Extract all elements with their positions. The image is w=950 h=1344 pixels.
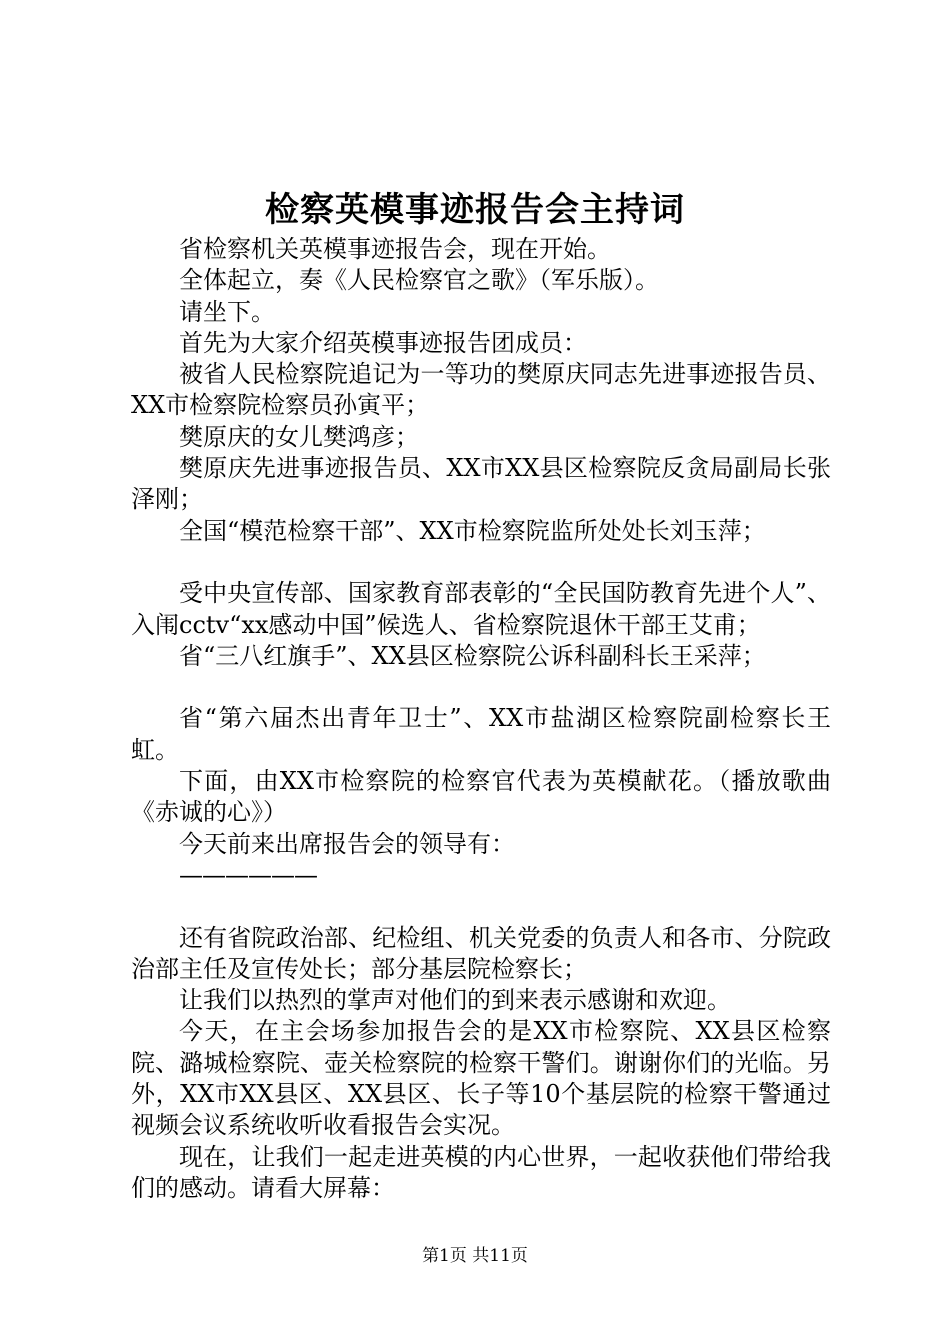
paragraph-dashes: —————— <box>179 860 317 889</box>
paragraph-opening: 省检察机关英模事迹报告会，现在开始。 <box>179 235 611 263</box>
paragraph-member-liu: 全国“模范检察干部”、XX市检察院监所处处长刘玉萍； <box>179 516 766 545</box>
paragraph-anthem: 全体起立，奏《人民检察官之歌》（军乐版）。 <box>179 266 659 295</box>
blank-line <box>131 547 831 578</box>
paragraph-member-wang-hong: 省“第六届杰出青年卫士”、XX市盐湖区检察院副检察长王虹。 <box>131 704 831 764</box>
paragraph-flowers: 下面，由XX市检察院的检察官代表为英模献花。（播放歌曲《赤诚的心》） <box>131 767 831 827</box>
paragraph-member-wang-aifu: 受中央宣传部、国家教育部表彰的“全民国防教育先进个人”、入闱cctv“xx感动中国”候选人、省检察院退休干部王艾甫； <box>131 579 831 639</box>
paragraph-other-attendees: 还有省院政治部、纪检组、机关党委的负责人和各市、分院政治部主任及宣传处长；部分基层院检察长； <box>131 923 831 983</box>
paragraph-member-wang-caiping: 省“三八红旗手”、XX县区检察院公诉科副科长王采萍； <box>179 641 766 670</box>
document-title: 检察英模事迹报告会主持词 <box>265 190 685 230</box>
paragraph-member-zhang: 樊原庆先进事迹报告员、XX市XX县区检察院反贪局副局长张泽刚； <box>131 454 831 514</box>
paragraph-leaders: 今天前来出席报告会的领导有： <box>179 829 515 858</box>
paragraph-venue: 今天，在主会场参加报告会的是XX市检察院、XX县区检察院、潞城检察院、壶关检察院的检察干警们。谢谢你们的光临。另外，XX市XX县区、XX县区、长子等10个基层院的检察干警通过视频会议系统收听收看报告会实况。 <box>131 1017 831 1140</box>
paragraph-member-sun: 被省人民检察院追记为一等功的樊原庆同志先进事迹报告员、XX市检察院检察员孙寅平； <box>131 360 831 420</box>
paragraph-closing: 现在，让我们一起走进英模的内心世界，一起收获他们带给我们的感动。请看大屏幕： <box>131 1142 831 1202</box>
paragraph-member-fan: 樊原庆的女儿樊鸿彦； <box>179 422 419 451</box>
page-number-footer: 第1页 共11页 <box>422 1246 528 1266</box>
paragraph-sit-down: 请坐下。 <box>179 297 275 326</box>
blank-line <box>131 891 831 922</box>
document-body <box>131 234 831 1204</box>
paragraph-introduction: 首先为大家介绍英模事迹报告团成员： <box>179 328 587 357</box>
paragraph-applause: 让我们以热烈的掌声对他们的到来表示感谢和欢迎。 <box>179 986 731 1015</box>
blank-line <box>131 672 831 703</box>
